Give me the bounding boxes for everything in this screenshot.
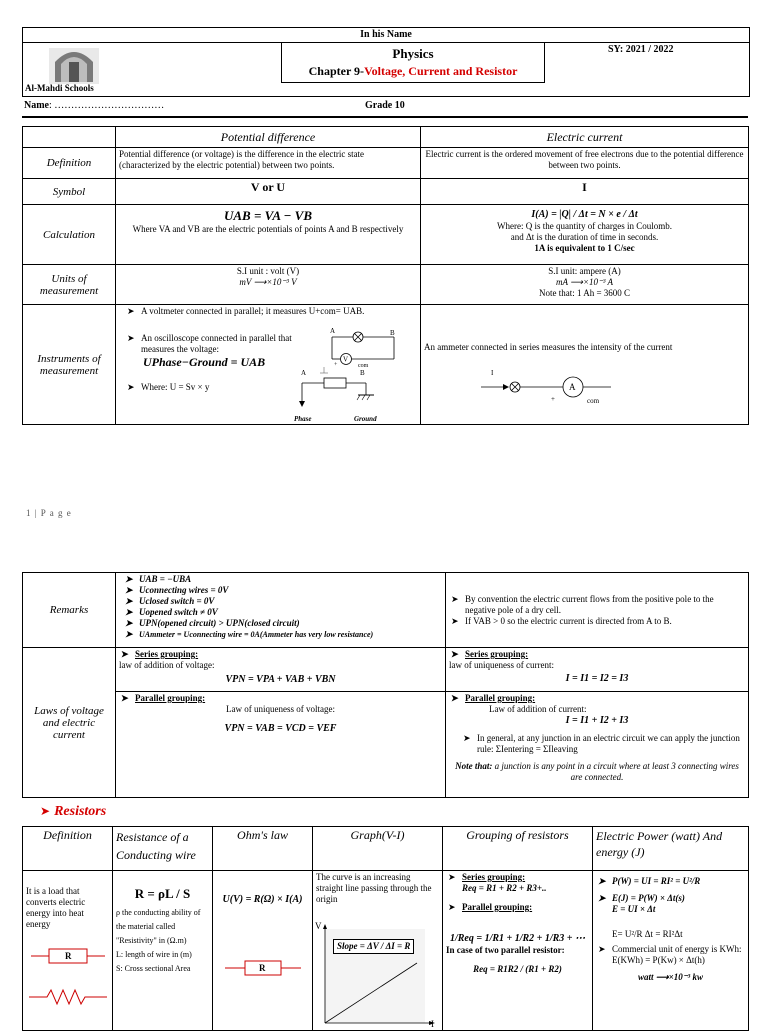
ec-calc-line1: Where: Q is the quantity of charges in Coulomb. (496, 221, 673, 231)
junction-note-label: Note that: (455, 761, 493, 771)
area-text: S: Cross sectional Area (116, 964, 191, 973)
resistors-arrow-icon: ➤ (40, 804, 51, 818)
ec-calc-equation: I(A) = |Q| / Δt = N × e / Δt (531, 209, 638, 220)
svg-text:B: B (360, 369, 365, 377)
comparison-table (22, 126, 749, 425)
school-name: Al-Mahdi Schools (25, 83, 94, 93)
res-parallel-eq: 1/Req = 1/R1 + 1/R2 + 1/R3 + ⋯ (449, 933, 586, 944)
pd-calc-equation: UAB = VA − VB (223, 208, 313, 223)
row-label-definition: Definition (23, 148, 116, 179)
res-header-definition: Definition (23, 827, 113, 871)
pd-instrument-1: ➤ A voltmeter connected in parallel; it measures U+com= UAB. (127, 306, 417, 317)
parallel-ec-text: Law of addition of current: (489, 704, 587, 714)
parallel-pd-heading: ➤ Parallel grouping: (121, 693, 442, 704)
resistors-heading (40, 802, 106, 820)
slope-eq: Slope = ΔV / ΔI = R (333, 939, 414, 954)
graph-axis-v: V (315, 921, 322, 931)
svg-text:A: A (330, 327, 336, 335)
junction-note-text: a junction is any point in a circuit where at least 3 connecting wires are connected. (492, 761, 739, 782)
res-header-ohm: Ohm's law (213, 827, 313, 871)
remark-4: ➤ Uopened switch ≠ 0V (125, 607, 442, 618)
res-grouping-cell (443, 871, 593, 1031)
name-label: Name (24, 100, 49, 111)
ground-label: Ground (354, 415, 377, 423)
graph-text: The curve is an increasing straight line passing through the origin (316, 872, 432, 904)
parallel-ec-heading-list (449, 693, 745, 704)
ohm-resistor-label: R (259, 963, 266, 973)
pd-units-cell (116, 265, 421, 305)
pd-remarks-list (119, 574, 442, 640)
resistor-zigzag-symbol (29, 987, 107, 1007)
in-his-name: In his Name (360, 29, 412, 40)
svg-text:+: + (334, 362, 338, 368)
chapter-name: Voltage, Current and Resistor (364, 64, 518, 78)
pd-instrument-2b: measures the voltage: (141, 344, 219, 354)
row-label-units: Units of measurement (23, 265, 116, 305)
energy-eq3: E= U²/R Δt = RI²Δt (612, 929, 683, 939)
ec-calc-line2: and Δt is the duration of time in seconds. (510, 232, 659, 242)
res-parallel-heading: Parallel grouping: (462, 902, 533, 912)
chapter-title (281, 64, 545, 79)
corner-cell (23, 127, 116, 148)
ec-units-line1: S.I unit: ampere (A) (548, 266, 621, 276)
res-series-item (448, 872, 589, 894)
ec-calc-line3: 1A is equivalent to 1 C/sec (534, 243, 635, 253)
junction-list (449, 733, 745, 755)
pd-instrument-3: ➤ Where: U = Sv × y (127, 382, 417, 393)
page-footer: 1 | P a g e (26, 508, 72, 518)
energy-eq2: E = UI × Δt (612, 904, 656, 914)
pd-instruments-cell (116, 305, 421, 425)
ammeter-circuit-diagram (477, 367, 617, 409)
series-pd-heading-list (119, 649, 442, 660)
row-label-symbol: Symbol (23, 179, 116, 205)
pd-calc-text: Where VA and VB are the electric potentials of points A and B respectively (132, 224, 404, 234)
junction-rule: ➤ In general, at any junction in an electric circuit we can apply the junction rule: ΣIentering = ΣIleaving (463, 733, 745, 755)
ec-units-cell (421, 265, 749, 305)
res-header-graph: Graph(V-I) (313, 827, 443, 871)
phase-label: Phase (294, 415, 312, 423)
row-label-instruments: Instruments of measurement (23, 305, 116, 425)
res-series-heading: Series grouping: (462, 872, 526, 882)
parallel-ec-heading: ➤ Parallel grouping: (451, 693, 745, 704)
ec-remarks-cell (446, 573, 749, 648)
col-header-pd: Potential difference (116, 127, 421, 148)
svg-text:A: A (301, 369, 307, 377)
pd-units-line2: mV ⟶×10⁻³ V (239, 277, 297, 287)
ec-units-line2: mA ⟶×10⁻³ A (555, 277, 614, 287)
pd-oscilloscope-eq: UPhase−Ground = UAB (143, 355, 266, 369)
parallel-pd-heading-list (119, 693, 442, 704)
pd-definition: Potential difference (or voltage) is the difference in the electric state (characterized by the electric potential) between two points. (116, 148, 421, 179)
length-text: L: length of wire in (m) (116, 950, 192, 959)
name-dots: : …………………………… (49, 100, 165, 111)
res-power-cell (593, 871, 749, 1031)
res-ohm-cell (213, 871, 313, 1031)
ec-instrument-text: An ammeter connected in series measures the intensity of the current (424, 342, 673, 352)
resistors-title: Resistors (54, 804, 107, 819)
ec-symbol: I (421, 179, 749, 205)
res-header-resistance: Resistance of a Conducting wire (113, 827, 213, 871)
row-label-calculation: Calculation (23, 205, 116, 265)
ec-remark-1: ➤ By convention the electric current flows from the positive pole to the negative pole of a dry cell. (451, 594, 745, 616)
commercial-unit: ➤ Commercial unit of energy is KWh: E(KWh) = P(Kw) × Δt(h) (598, 944, 745, 966)
res-graph-cell (313, 871, 443, 1031)
res-definition-cell (23, 871, 113, 1031)
parallel-ec-eq: I = I1 + I2 + I3 (565, 715, 629, 726)
res-series-eq: Req = R1 + R2 + R3+.. (462, 883, 547, 893)
ec-remarks-list (449, 594, 745, 627)
series-pd-cell (116, 648, 446, 692)
resistors-table (22, 826, 749, 1031)
row-label-laws: Laws of voltage and electric current (23, 648, 116, 798)
res-commercial-list (596, 944, 745, 966)
series-ec-heading-list (449, 649, 745, 660)
pd-remarks-cell (116, 573, 446, 648)
series-ec-cell (446, 648, 749, 692)
rho-text: ρ the conducting ability of the material called "Resistivity" in (Ω.m) (116, 908, 201, 945)
ec-calculation-cell (421, 205, 749, 265)
res-series-list (446, 872, 589, 913)
res-resistance-cell (113, 871, 213, 1031)
series-pd-eq: VPN = VPA + VAB + VBN (225, 674, 336, 685)
remark-2: ➤ Uconnecting wires = 0V (125, 585, 442, 596)
pd-symbol: V or U (116, 179, 421, 205)
parallel-pd-text: Law of uniqueness of voltage: (226, 704, 335, 714)
grade-label: Grade 10 (365, 100, 405, 111)
voltmeter-circuit-diagram (316, 325, 406, 371)
header-rule (22, 116, 748, 118)
pd-units-line1: S.I unit : volt (V) (236, 266, 300, 276)
ec-remark-2: ➤ If VAB > 0 so the electric current is directed from A to B. (451, 616, 745, 627)
svg-text:I: I (491, 369, 494, 377)
ec-units-line3: Note that: 1 Ah = 3600 C (538, 288, 631, 298)
pd-instrument-2a: An oscilloscope connected in parallel that (141, 333, 292, 343)
ec-definition: Electric current is the ordered movement of free electrons due to the potential difference between two points. (421, 148, 749, 179)
res-header-grouping: Grouping of resistors (443, 827, 593, 871)
remark-3: ➤ Uclosed switch = 0V (125, 596, 442, 607)
school-year: SY: 2021 / 2022 (608, 44, 674, 55)
res-header-power: Electric Power (watt) And energy (J) (593, 827, 749, 871)
pd-calculation-cell (116, 205, 421, 265)
ohm-eq: U(V) = R(Ω) × I(A) (222, 894, 303, 905)
res-power-list (596, 876, 745, 904)
student-name-field[interactable] (24, 100, 164, 112)
res-parallel-item (448, 902, 589, 913)
chapter-prefix: Chapter 9- (308, 64, 365, 78)
col-header-ec: Electric current (421, 127, 749, 148)
series-ec-eq: I = I1 = I2 = I3 (565, 673, 629, 684)
series-ec-text: law of uniqueness of current: (449, 660, 554, 670)
resistance-eq: R = ρL / S (134, 886, 191, 901)
graph-axis-i: I (431, 1019, 434, 1029)
svg-text:V: V (343, 355, 349, 364)
power-eq: ➤ P(W) = UI = RI² = U²/R (598, 876, 745, 887)
remarks-laws-table (22, 572, 749, 798)
two-parallel-text: In case of two parallel resistor: (446, 945, 565, 955)
junction-note (449, 761, 745, 783)
resistor-box-label: R (65, 951, 72, 961)
res-definition-text: It is a load that converts electric energy into heat energy (26, 886, 86, 929)
watt-kw: watt ⟶×10⁻³ kw (638, 972, 703, 982)
series-pd-text: law of addition of voltage: (119, 660, 215, 670)
svg-text:com: com (587, 397, 600, 405)
svg-text:B: B (390, 329, 395, 337)
svg-text:com: com (358, 363, 369, 369)
remark-1: ➤ UAB = −UBA (125, 574, 442, 585)
two-parallel-eq: Req = R1R2 / (R1 + R2) (473, 964, 562, 974)
series-pd-heading: ➤ Series grouping: (121, 649, 442, 660)
parallel-ec-cell (446, 692, 749, 798)
series-ec-heading: ➤ Series grouping: (451, 649, 745, 660)
remark-5: ➤ UPN(opened circuit) > UPN(closed circuit) (125, 618, 442, 629)
header-box (22, 27, 750, 97)
row-label-remarks: Remarks (23, 573, 116, 648)
parallel-pd-eq: VPN = VAB = VCD = VEF (224, 723, 337, 734)
ec-instruments-cell (421, 305, 749, 425)
svg-text:+: + (551, 395, 555, 403)
svg-text:A: A (569, 382, 576, 392)
parallel-pd-cell (116, 692, 446, 798)
remark-6: ➤ UAmmeter = Uconnecting wire = 0A(Ammeter has very low resistance) (125, 629, 442, 640)
energy-eq1: ➤ E(J) = P(W) × Δt(s) (598, 893, 745, 904)
school-logo (49, 48, 99, 84)
subject-title: Physics (392, 46, 434, 61)
